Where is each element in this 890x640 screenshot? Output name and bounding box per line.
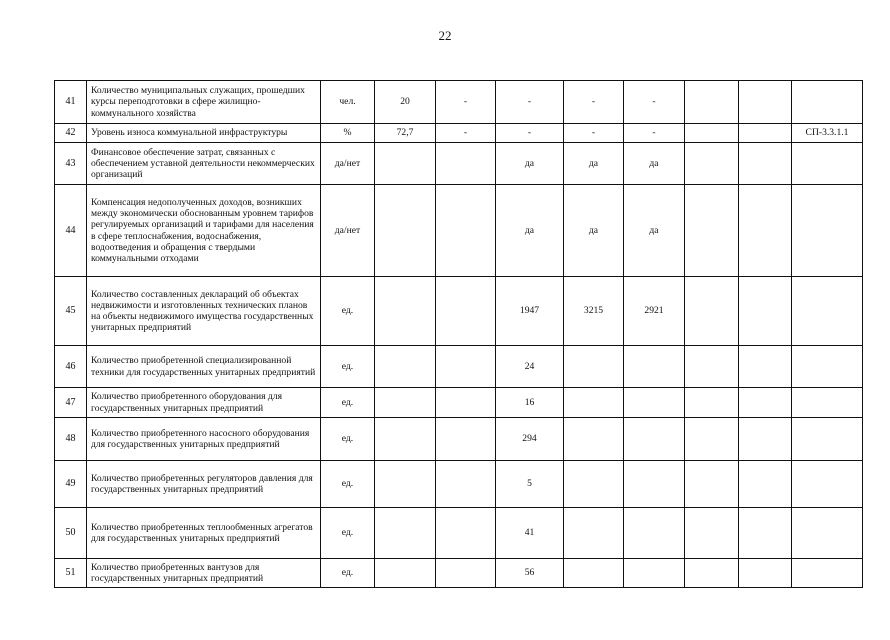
value-cell: да xyxy=(496,185,564,277)
value-cell xyxy=(685,124,739,143)
program-code-cell xyxy=(792,81,863,124)
value-cell xyxy=(375,418,436,461)
row-number: 44 xyxy=(55,185,87,277)
value-cell xyxy=(624,461,685,508)
value-cell xyxy=(624,418,685,461)
table-row xyxy=(55,277,863,346)
value-cell xyxy=(739,418,792,461)
value-cell: - xyxy=(564,81,624,124)
unit-cell: да/нет xyxy=(321,185,375,277)
indicator-name: Количество приобретенного насосного оборудования для государственных унитарных предприятий xyxy=(87,418,321,461)
row-number: 48 xyxy=(55,418,87,461)
value-cell xyxy=(739,185,792,277)
value-cell: 1947 xyxy=(496,277,564,346)
row-number: 41 xyxy=(55,81,87,124)
row-number: 43 xyxy=(55,143,87,185)
value-cell: 3215 xyxy=(564,277,624,346)
value-cell xyxy=(436,277,496,346)
value-cell xyxy=(739,388,792,418)
value-cell xyxy=(685,277,739,346)
value-cell xyxy=(436,461,496,508)
value-cell xyxy=(624,388,685,418)
unit-cell: ед. xyxy=(321,388,375,418)
value-cell xyxy=(375,461,436,508)
program-code-cell xyxy=(792,418,863,461)
program-code-cell xyxy=(792,388,863,418)
value-cell: 20 xyxy=(375,81,436,124)
value-cell xyxy=(739,346,792,388)
indicator-name: Финансовое обеспечение затрат, связанных с обеспечением уставной деятельности некоммерческих организаций xyxy=(87,143,321,185)
value-cell: да xyxy=(564,143,624,185)
row-number: 45 xyxy=(55,277,87,346)
value-cell: 24 xyxy=(496,346,564,388)
value-cell: - xyxy=(436,124,496,143)
unit-cell: ед. xyxy=(321,418,375,461)
value-cell xyxy=(375,388,436,418)
value-cell xyxy=(436,185,496,277)
value-cell xyxy=(685,81,739,124)
value-cell: 2921 xyxy=(624,277,685,346)
indicator-name: Количество приобретенных регуляторов давления для государственных унитарных предприятий xyxy=(87,461,321,508)
value-cell xyxy=(564,388,624,418)
unit-cell: ед. xyxy=(321,461,375,508)
value-cell xyxy=(436,418,496,461)
value-cell: 72,7 xyxy=(375,124,436,143)
indicator-name: Количество приобретенного оборудования для государственных унитарных предприятий xyxy=(87,388,321,418)
program-code-cell xyxy=(792,559,863,588)
value-cell xyxy=(436,508,496,559)
value-cell: да xyxy=(564,185,624,277)
unit-cell: ед. xyxy=(321,508,375,559)
value-cell xyxy=(685,346,739,388)
page-number: 22 xyxy=(438,28,452,43)
value-cell xyxy=(436,388,496,418)
value-cell xyxy=(436,346,496,388)
value-cell: - xyxy=(496,124,564,143)
program-code-cell xyxy=(792,277,863,346)
row-number: 42 xyxy=(55,124,87,143)
value-cell: 56 xyxy=(496,559,564,588)
indicator-name: Количество приобретенных вантузов для государственных унитарных предприятий xyxy=(87,559,321,588)
table-row xyxy=(55,124,863,143)
value-cell: - xyxy=(624,81,685,124)
unit-cell: % xyxy=(321,124,375,143)
table-row xyxy=(55,418,863,461)
value-cell xyxy=(564,418,624,461)
value-cell xyxy=(375,559,436,588)
value-cell: - xyxy=(624,124,685,143)
value-cell: 5 xyxy=(496,461,564,508)
value-cell xyxy=(375,143,436,185)
value-cell xyxy=(685,388,739,418)
indicator-name: Компенсация недополученных доходов, возникших между экономически обоснованным уровнем тарифов регулируемых организаций и тарифами для населения в сфере теплоснабжения, водоснабжения, водоотведения и обращения с твердыми коммунальными отходами xyxy=(87,185,321,277)
indicator-name: Количество приобретенной специализированной техники для государственных унитарных предприятий xyxy=(87,346,321,388)
value-cell xyxy=(739,559,792,588)
value-cell: - xyxy=(564,124,624,143)
value-cell xyxy=(685,143,739,185)
value-cell xyxy=(375,277,436,346)
table-row xyxy=(55,346,863,388)
table-row xyxy=(55,185,863,277)
value-cell: да xyxy=(624,185,685,277)
program-code-cell xyxy=(792,143,863,185)
value-cell xyxy=(739,143,792,185)
value-cell: - xyxy=(496,81,564,124)
value-cell xyxy=(436,559,496,588)
value-cell xyxy=(739,277,792,346)
value-cell xyxy=(685,461,739,508)
value-cell: 16 xyxy=(496,388,564,418)
row-number: 51 xyxy=(55,559,87,588)
unit-cell: ед. xyxy=(321,559,375,588)
value-cell xyxy=(564,559,624,588)
program-code-cell xyxy=(792,185,863,277)
value-cell xyxy=(685,418,739,461)
row-number: 47 xyxy=(55,388,87,418)
value-cell: 294 xyxy=(496,418,564,461)
row-number: 46 xyxy=(55,346,87,388)
table-row xyxy=(55,559,863,588)
unit-cell: ед. xyxy=(321,277,375,346)
table-row xyxy=(55,388,863,418)
value-cell xyxy=(624,559,685,588)
value-cell xyxy=(564,508,624,559)
value-cell xyxy=(685,508,739,559)
table-row xyxy=(55,143,863,185)
table-row xyxy=(55,81,863,124)
indicator-name: Количество приобретенных теплообменных агрегатов для государственных унитарных предприятий xyxy=(87,508,321,559)
value-cell xyxy=(375,185,436,277)
value-cell xyxy=(739,124,792,143)
value-cell xyxy=(564,346,624,388)
value-cell xyxy=(375,346,436,388)
indicator-name: Уровень износа коммунальной инфраструктуры xyxy=(87,124,321,143)
value-cell: 41 xyxy=(496,508,564,559)
value-cell xyxy=(685,559,739,588)
row-number: 49 xyxy=(55,461,87,508)
value-cell xyxy=(436,143,496,185)
value-cell xyxy=(624,508,685,559)
unit-cell: да/нет xyxy=(321,143,375,185)
value-cell xyxy=(739,508,792,559)
row-number: 50 xyxy=(55,508,87,559)
value-cell xyxy=(624,346,685,388)
indicator-name: Количество муниципальных служащих, прошедших курсы переподготовки в сфере жилищно-коммунального хозяйства xyxy=(87,81,321,124)
value-cell xyxy=(739,81,792,124)
value-cell: да xyxy=(496,143,564,185)
indicator-name: Количество составленных деклараций об объектах недвижимости и изготовленных технических планов на объекты недвижимого имущества государственных унитарных предприятий xyxy=(87,277,321,346)
program-code-cell xyxy=(792,346,863,388)
value-cell xyxy=(375,508,436,559)
program-code-cell xyxy=(792,461,863,508)
program-code-cell: СП-3.3.1.1 xyxy=(792,124,863,143)
unit-cell: чел. xyxy=(321,81,375,124)
indicators-table xyxy=(54,80,863,588)
value-cell: да xyxy=(624,143,685,185)
unit-cell: ед. xyxy=(321,346,375,388)
value-cell xyxy=(685,185,739,277)
table-row xyxy=(55,508,863,559)
value-cell xyxy=(564,461,624,508)
value-cell: - xyxy=(436,81,496,124)
program-code-cell xyxy=(792,508,863,559)
value-cell xyxy=(739,461,792,508)
table-row xyxy=(55,461,863,508)
